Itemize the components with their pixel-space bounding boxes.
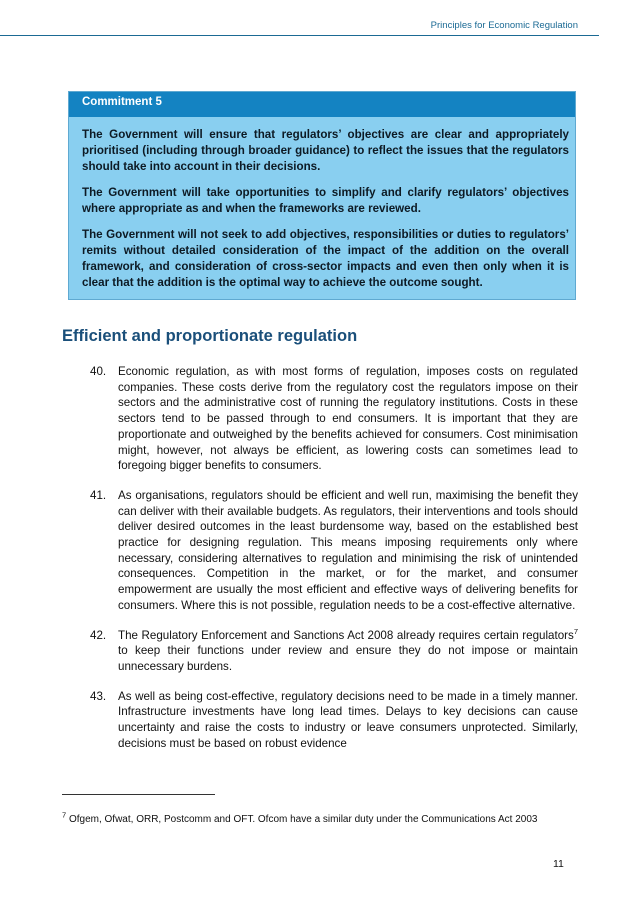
numbered-paragraph [90,628,578,675]
footnote-rule [62,794,215,795]
commitment-paragraph: The Government will not seek to add objectives, responsibilities or duties to regulators’ remits without detailed consideration of the impact of the addition on the overall framework, and consideration of cross-sector impacts and even then only when it is clear that the addition is the optimal way to achieve the outcome sought. [82,228,569,289]
paragraph-text: As organisations, regulators should be efficient and well run, maximising the benefit they can deliver with their available budgets. As regulators, their interventions and tools should deliver desired outcomes in the least burdensome way, based on the established best practice for designing regulation. This means imposing requirements only where necessary, considering alternatives to regulation and minimising the risk of unintended consequences. Competition in the market, or for the market, and consumer empowerment are usually the most efficient and effective ways of delivering benefits for consumers. Where this is not possible, regulation needs to be a cost-effective alternative. [118,488,578,612]
paragraph-number: 40. [90,365,107,378]
commitment-body [69,117,575,299]
paragraph-number: 42. [90,628,107,642]
running-header: Principles for Economic Regulation [430,20,578,31]
footnote-marker: 7 [62,810,67,820]
numbered-paragraph [90,689,578,752]
commitment-paragraph: The Government will ensure that regulators’ objectives are clear and appropriately prioritised (including through broader guidance) to reflect the issues that the regulators should take into account in their decisions. [82,128,569,173]
commitment-title: Commitment 5 [69,92,575,117]
paragraph-list [90,364,578,765]
paragraph-number: 41. [90,488,107,502]
paragraph-text [118,628,578,675]
footnote-reference[interactable]: 7 [573,626,578,636]
numbered-paragraph [90,364,578,474]
header-rule [0,35,599,36]
page-number: 11 [553,858,564,870]
paragraph-text: As well as being cost-effective, regulatory decisions need to be made in a timely manner. Infrastructure investments have long lead times. Delays to key decisions can cause uncertainty and raise the costs to industry or leave consumers unprotected. Similarly, decisions must be based on robust evidence [118,689,578,750]
paragraph-text-after: to keep their functions under review and ensure they do not impose or maintain unnecessary burdens. [118,644,578,673]
footnote [62,810,572,827]
commitment-paragraph: The Government will take opportunities to simplify and clarify regulators’ objectives where appropriate as and when the frameworks are reviewed. [82,186,569,215]
commitment-box [68,91,576,300]
paragraph-text: Economic regulation, as with most forms of regulation, imposes costs on regulated companies. These costs derive from the regulatory cost the regulators impose on their sectors and the administrative cost of running the regulatory institutions. Costs in these sectors tend to be passed through to end consumers. It is important that they are proportionate and outweighed by the benefits achieved for consumers. Cost minimisation might, however, not always be efficient, as lowering costs can sometimes lead to foregoing bigger benefits to consumers. [118,365,578,473]
paragraph-text-before: The Regulatory Enforcement and Sanctions Act 2008 already requires certain regulators [118,628,574,642]
paragraph-number: 43. [90,689,107,703]
section-heading: Efficient and proportionate regulation [62,327,358,345]
numbered-paragraph [90,488,578,614]
footnote-text: Ofgem, Ofwat, ORR, Postcomm and OFT. Ofcom have a similar duty under the Communications Act 2003 [66,814,538,825]
